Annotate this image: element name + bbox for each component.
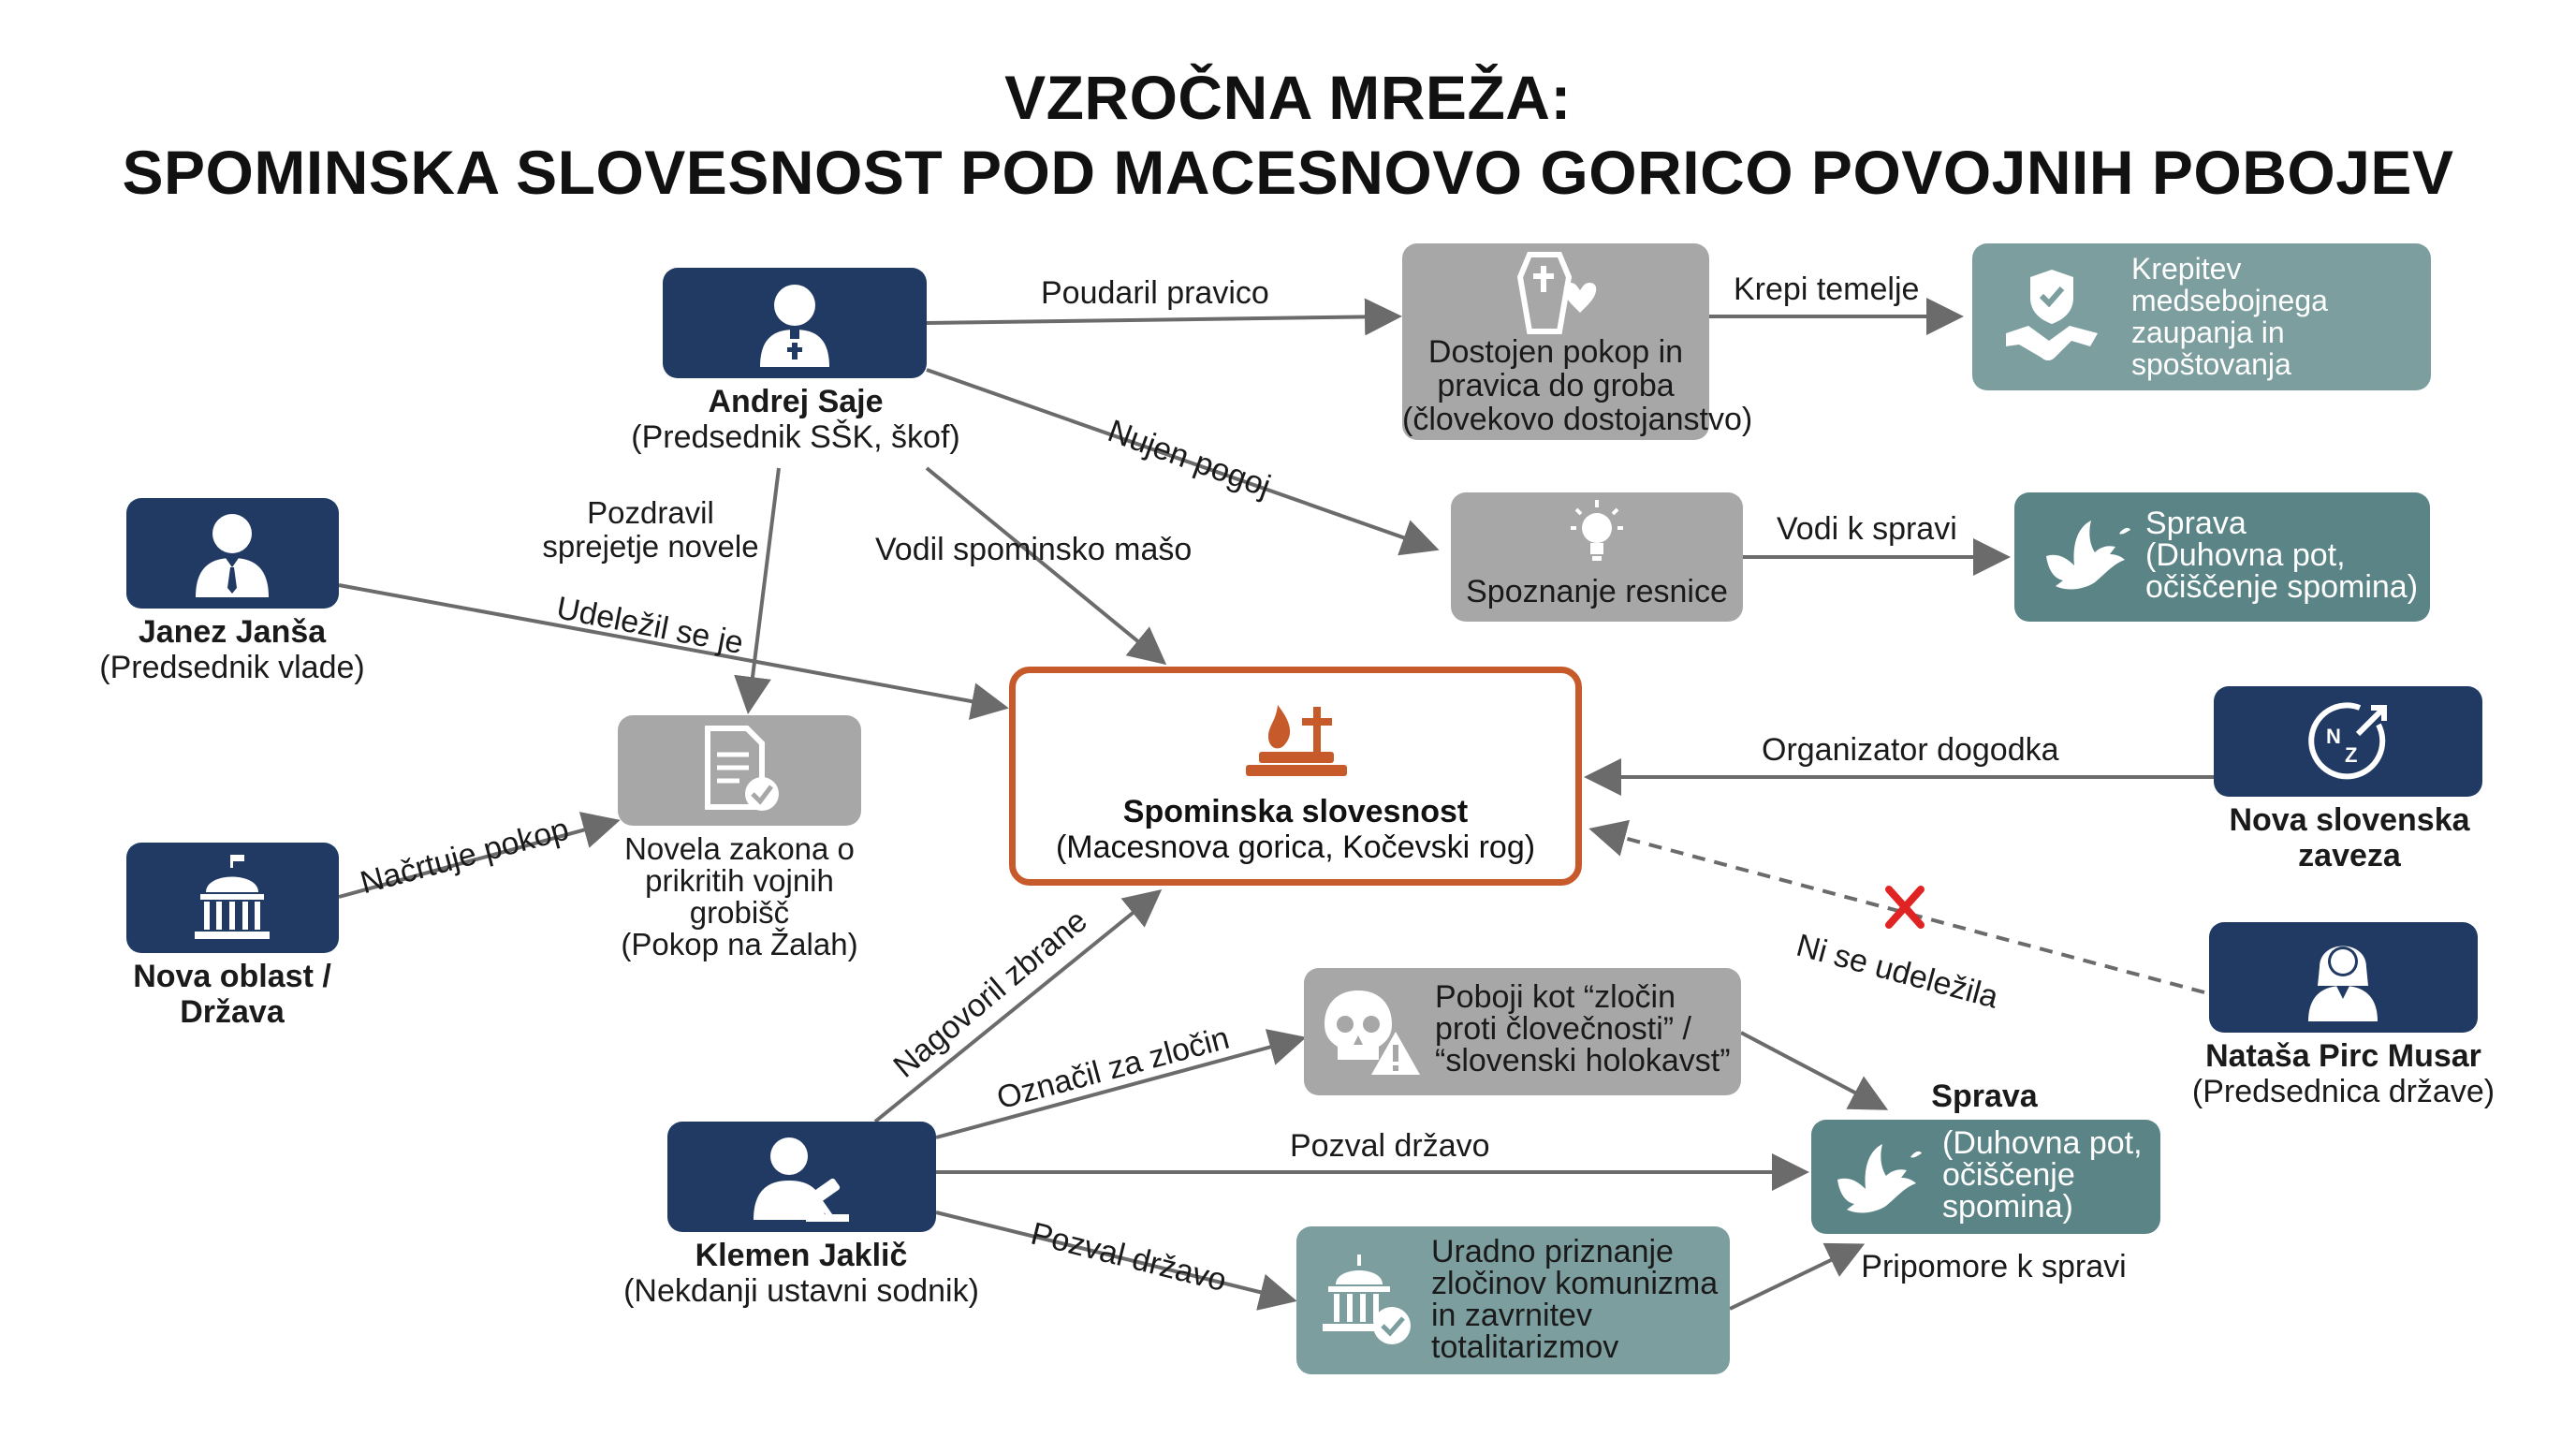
candle-cross-icon bbox=[1240, 694, 1353, 787]
sprava-bottom-title: Sprava bbox=[1931, 1078, 2038, 1114]
priznanje-text bbox=[1431, 1236, 1718, 1363]
node-center[interactable] bbox=[1009, 667, 1582, 886]
jaklic-name: Klemen Jaklič bbox=[695, 1238, 908, 1273]
center-title: Spominska slovesnost bbox=[1122, 794, 1469, 829]
edge-label-vodi: Vodi k spravi bbox=[1777, 511, 1957, 547]
sprava-bottom-line-2: očiščenje bbox=[1942, 1157, 2075, 1193]
priznanje-line-1: Uradno priznanje bbox=[1431, 1234, 1674, 1269]
politician-icon bbox=[190, 506, 274, 599]
sprava-top-text bbox=[2145, 507, 2418, 603]
sprava-bottom-text bbox=[1942, 1127, 2143, 1223]
saje-role: (Predsednik SŠK, škof) bbox=[631, 419, 960, 455]
nz-logo-icon bbox=[2304, 697, 2393, 786]
node-nsz[interactable] bbox=[2214, 686, 2482, 797]
label-nsz bbox=[2162, 802, 2537, 873]
woman-icon bbox=[2301, 930, 2385, 1023]
nsz-name-1: Nova slovenska bbox=[2229, 802, 2470, 838]
jansa-name: Janez Janša bbox=[138, 614, 327, 650]
edge-label-nujen: Nujen pogoj bbox=[1103, 413, 1276, 505]
novela-line-4: (Pokop na Žalah) bbox=[621, 927, 858, 961]
krepitev-line-2: medsebojnega bbox=[2131, 284, 2328, 317]
sprava-top-line-1: Sprava bbox=[2145, 506, 2247, 541]
node-sprava-top[interactable] bbox=[2014, 492, 2430, 622]
title-line-1: VZROČNA MREŽA: bbox=[1004, 63, 1572, 132]
poboji-line-1: Poboji kot “zločin bbox=[1435, 979, 1676, 1015]
node-priznanje[interactable] bbox=[1296, 1226, 1730, 1374]
musar-name: Nataša Pirc Musar bbox=[2205, 1038, 2481, 1074]
sprava-top-line-3: očiščenje spomina) bbox=[2145, 569, 2419, 605]
edge-label-ni: Ni se udeležila bbox=[1793, 927, 2002, 1016]
edge-label-krepi: Krepi temelje bbox=[1734, 271, 1920, 307]
node-sprava-bottom[interactable] bbox=[1811, 1120, 2160, 1234]
sprava-top-line-2: (Duhovna pot, bbox=[2145, 537, 2346, 573]
oblast-name-2: Država bbox=[180, 994, 285, 1030]
spoznanje-text: Spoznanje resnice bbox=[1466, 574, 1728, 609]
handshake-shield-icon bbox=[2000, 266, 2103, 369]
node-krepitev[interactable] bbox=[1972, 243, 2431, 390]
priznanje-line-2: zločinov komunizma bbox=[1431, 1266, 1719, 1301]
edge-label-udelezil: Udeležil se je bbox=[553, 590, 747, 662]
pozdravil-line-2: sprejetje novele bbox=[542, 529, 759, 564]
node-saje[interactable] bbox=[663, 268, 927, 378]
label-oblast bbox=[45, 959, 419, 1030]
priest-icon bbox=[753, 275, 837, 369]
sprava-bottom-line-1: (Duhovna pot, bbox=[1942, 1125, 2143, 1161]
judge-icon bbox=[750, 1130, 853, 1224]
capitol-icon bbox=[185, 851, 279, 945]
jansa-role: (Predsednik vlade) bbox=[99, 650, 365, 685]
oblast-name-1: Nova oblast / bbox=[133, 959, 331, 994]
poboji-text bbox=[1435, 981, 1731, 1077]
edge-label-nagovoril: Nagovoril zbrane bbox=[886, 902, 1094, 1085]
node-spoznanje[interactable] bbox=[1451, 492, 1743, 622]
edge-saje-dostojen bbox=[927, 316, 1395, 323]
sprava-bottom-caption: Pripomore k spravi bbox=[1861, 1249, 2127, 1284]
dostojen-line-1: Dostojen pokop in bbox=[1427, 334, 1684, 370]
dostojen-text bbox=[1402, 334, 1753, 437]
label-novela bbox=[543, 833, 936, 961]
novela-line-2: prikritih vojnih bbox=[645, 863, 834, 898]
pozdravil-line-1: Pozdravil bbox=[587, 495, 714, 530]
edge-label-oznacil: Označil za zločin bbox=[992, 1020, 1234, 1117]
krepitev-text bbox=[2131, 253, 2328, 380]
node-musar[interactable] bbox=[2209, 922, 2478, 1033]
priznanje-line-4: totalitarizmov bbox=[1431, 1329, 1619, 1365]
dostojen-line-2: pravica do groba bbox=[1437, 368, 1675, 404]
svg-text:N: N bbox=[2326, 725, 2341, 748]
dostojen-line-3: (človekovo dostojanstvo) bbox=[1402, 402, 1753, 437]
lightbulb-icon bbox=[1559, 498, 1634, 569]
edge-label-nacrtuje: Načrtuje pokop bbox=[356, 811, 573, 902]
red-cross-icon bbox=[1889, 889, 1921, 925]
center-subtitle: (Macesnova gorica, Kočevski rog) bbox=[1055, 829, 1536, 865]
node-jaklic[interactable] bbox=[667, 1122, 936, 1232]
label-jaklic bbox=[586, 1238, 1017, 1309]
edge-label-poudaril: Poudaril pravico bbox=[1041, 275, 1269, 311]
krepitev-line-4: spoštovanja bbox=[2131, 347, 2291, 381]
institution-check-icon bbox=[1317, 1251, 1420, 1354]
saje-name: Andrej Saje bbox=[708, 384, 884, 419]
jaklic-role: (Nekdanji ustavni sodnik) bbox=[623, 1273, 979, 1309]
edge-label-masa: Vodil spominsko mašo bbox=[875, 532, 1193, 567]
krepitev-line-3: zaupanja in bbox=[2131, 315, 2285, 349]
coffin-heart-icon bbox=[1507, 251, 1601, 335]
label-saje bbox=[580, 384, 1011, 455]
poboji-line-3: “slovenski holokavst” bbox=[1435, 1043, 1731, 1078]
node-poboji[interactable] bbox=[1304, 968, 1741, 1095]
dove-icon bbox=[2039, 515, 2132, 599]
node-jansa[interactable] bbox=[126, 498, 339, 609]
label-musar bbox=[2134, 1038, 2553, 1109]
node-oblast[interactable] bbox=[126, 843, 339, 953]
edge-label-pozdravil bbox=[534, 496, 768, 564]
novela-line-1: Novela zakona o bbox=[624, 831, 855, 866]
edge-label-organizator: Organizator dogodka bbox=[1762, 732, 2059, 768]
novela-line-3: grobišč bbox=[689, 895, 790, 930]
node-dostojen[interactable] bbox=[1402, 243, 1753, 440]
skull-warning-icon bbox=[1321, 985, 1424, 1078]
document-check-icon bbox=[693, 723, 786, 816]
edge-label-pozval-1: Pozval državo bbox=[1290, 1128, 1490, 1164]
label-jansa bbox=[45, 614, 419, 685]
sprava-bottom-line-3: spomina) bbox=[1942, 1189, 2073, 1225]
musar-role: (Predsednica države) bbox=[2191, 1074, 2496, 1109]
poboji-line-2: proti človečnosti” / bbox=[1435, 1011, 1691, 1047]
edge-label-pozval-2: Pozval državo bbox=[1027, 1215, 1230, 1299]
dove-icon bbox=[1830, 1138, 1924, 1223]
priznanje-line-3: in zavrnitev bbox=[1431, 1298, 1592, 1333]
node-novela-icon-box[interactable] bbox=[618, 715, 861, 826]
title-line-2: SPOMINSKA SLOVESNOST POD MACESNOVO GORICO POVOJNIH POBOJEV bbox=[122, 138, 2454, 207]
nsz-name-2: zaveza bbox=[2298, 838, 2401, 873]
krepitev-line-1: Krepitev bbox=[2131, 252, 2242, 286]
svg-text:Z: Z bbox=[2345, 743, 2358, 767]
